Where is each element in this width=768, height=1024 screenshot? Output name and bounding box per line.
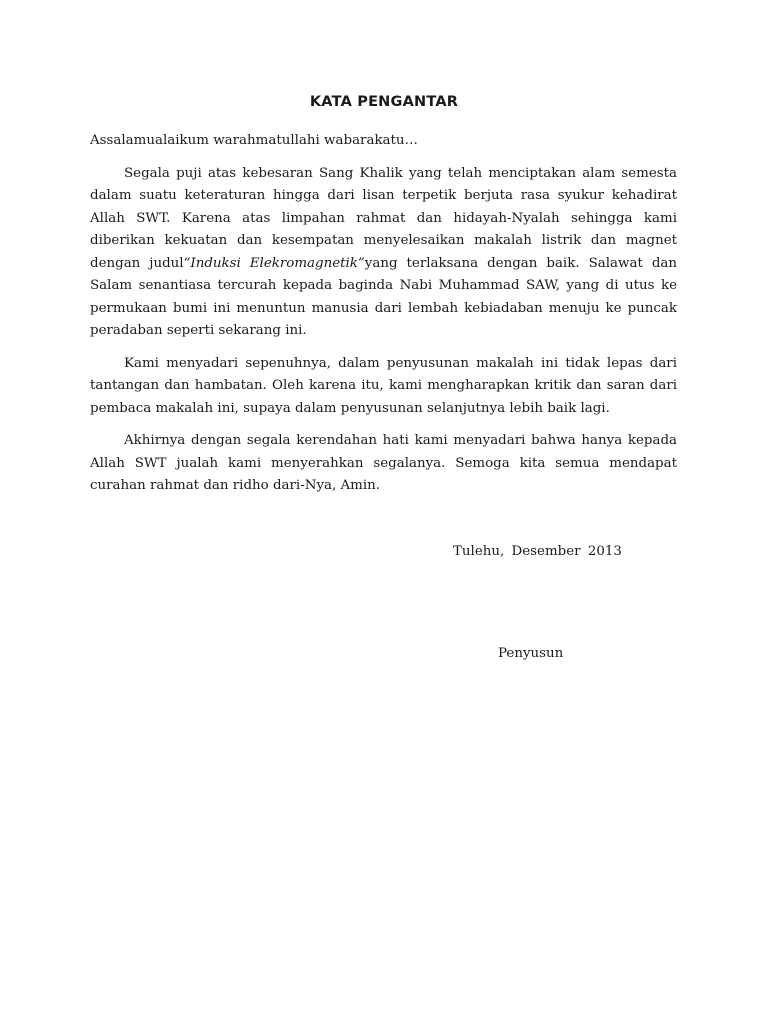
- author-signature: Penyusun: [498, 646, 564, 661]
- paragraph-2: Kami menyadari sepenuhnya, dalam penyusunan makalah ini tidak lepas dari tantangan dan hambatan. Oleh karena itu, kami mengharapkan kritik dan saran dari pembaca makalah ini, supaya dalam penyusunan selanjutnya lebih baik lagi.: [90, 355, 677, 416]
- paragraph-1-text-start: Segala puji atas kebesaran Sang Khalik yang telah menciptakan alam semesta dalam suatu keteraturan hingga dari lisan terpetik berjuta rasa syukur kehadirat Allah SWT. Karena atas limpahan rahmat dan hidayah-Nyalah sehingga kami diberikan kekuatan dan kesempatan menyelesaikan makalah listrik dan magnet dengan judul: [90, 165, 677, 271]
- greeting-text: Assalamualaikum warahmatullahi wabarakatu…: [90, 133, 418, 148]
- document-body: [90, 130, 677, 508]
- place-and-date: Tulehu, Desember 2013: [453, 544, 622, 559]
- paragraph-3: Akhirnya dengan segala kerendahan hati kami menyadari bahwa hanya kepada Allah SWT jualah kami menyerahkan segalanya. Semoga kita semua mendapat curahan rahmat dan ridho dari-Nya, Amin.: [90, 433, 677, 493]
- page-title: KATA PENGANTAR: [309, 94, 459, 110]
- paragraph-1: [90, 163, 677, 343]
- paragraph-1-text-end: yang terlaksana dengan baik. Salawat dan Salam senantiasa tercurah kepada baginda Nabi Muhammad SAW, yang di utus ke permukaan bumi ini menuntun manusia dari lembah kebiadaban menuju ke puncak peradaban seperti sekarang ini.: [90, 255, 678, 338]
- paragraph-1-italic-title: “Induksi Elekromagnetik”: [183, 255, 365, 271]
